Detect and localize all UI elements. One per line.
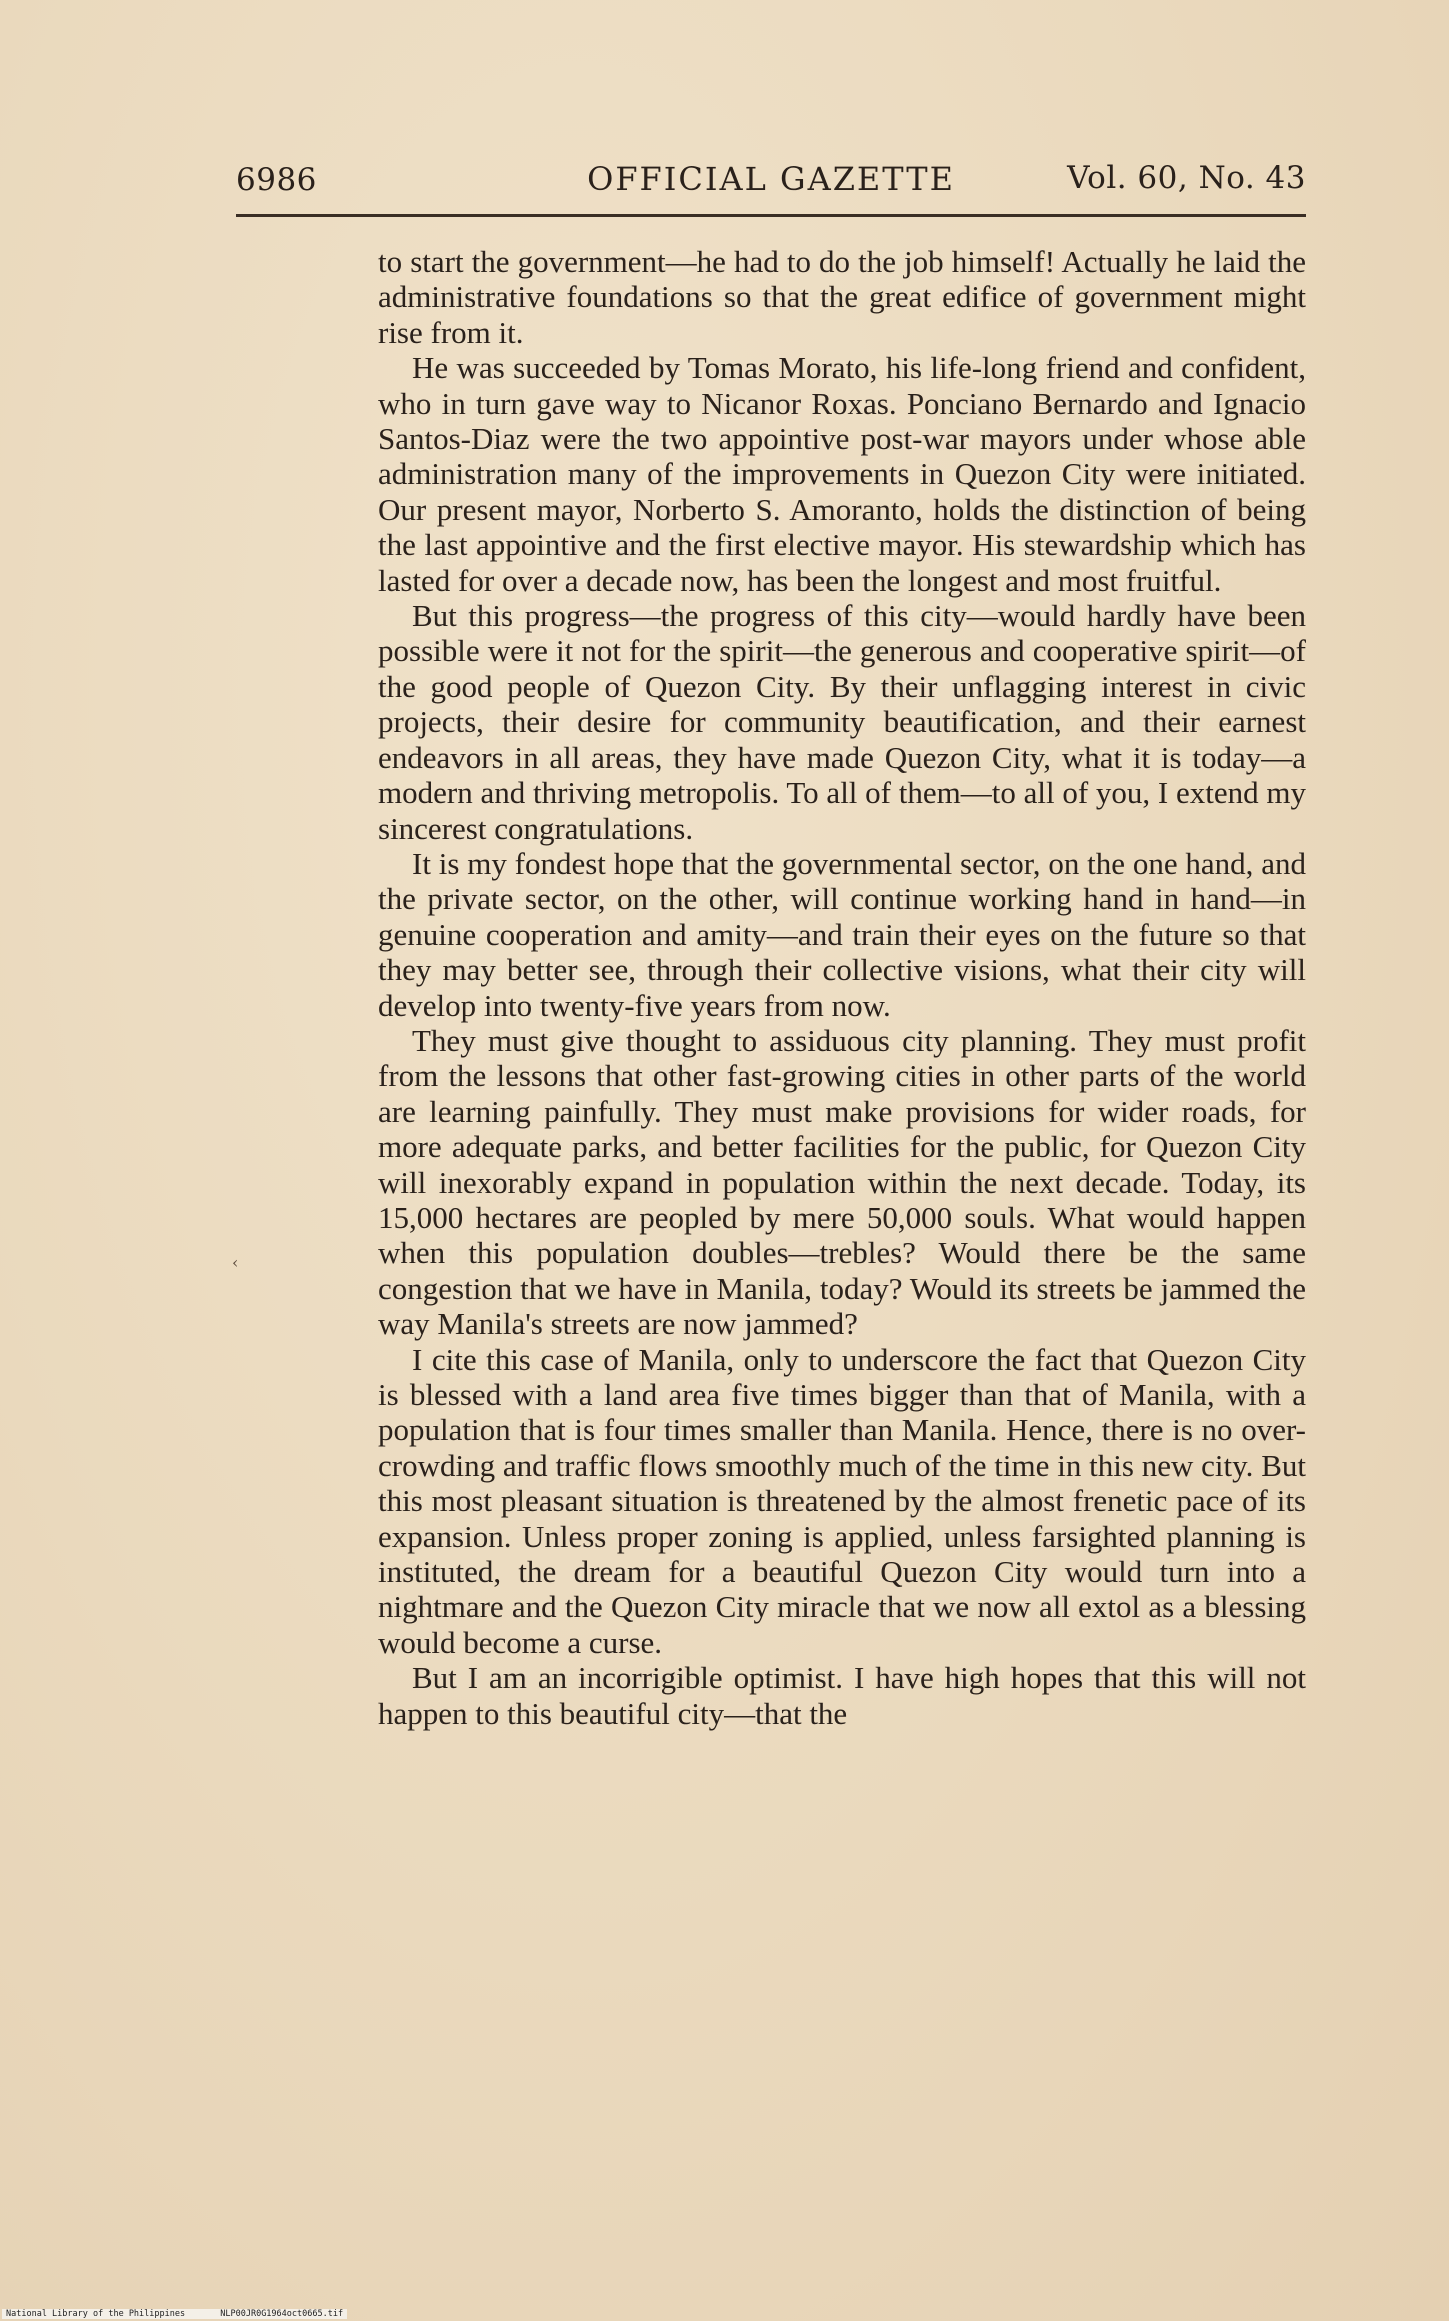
paragraph-hope: It is my fondest hope that the governmental sector, on the one hand, and the private sector, on the other, will continue working hand in hand—in genuine cooperation and amity—and train their eyes on the future so that they may better see, through their collective visions, what their city will develop into twenty-five years from now.: [378, 845, 1306, 1023]
page-header: [236, 156, 1306, 204]
paragraph-continued: to start the government—he had to do the job himself! Actually he laid the administrative foundations so that the great edifice of government might rise from it.: [378, 244, 1306, 350]
scan-filename: NLP00JR0G1964oct0665.tif: [220, 2309, 344, 2319]
scan-footer: [2, 2309, 347, 2319]
paragraph-manila: I cite this case of Manila, only to underscore the fact that Quezon City is blessed with a land area five times bigger than that of Manila, with a population that is four times smaller than Manila. Hence, there is no over-crowding and traffic flows smoothly much of the time in this new city. But this most pleasant situation is threatened by the almost frenetic pace of its expansion. Unless proper zoning is applied, unless farsighted planning is instituted, the dream for a beautiful Quezon City would turn into a nightmare and the Quezon City miracle that we now all extol as a blessing would become a curse.: [378, 1341, 1306, 1660]
paragraph-planning: They must give thought to assiduous city planning. They must profit from the lessons that other fast-growing cities in other parts of the world are learning painfully. They must make provisions for wider roads, for more adequate parks, and better facilities for the public, for Quezon City will inexorably expand in population within the next decade. Today, its 15,000 hectares are peopled by mere 50,000 souls. What would happen when this population doubles—trebles? Would there be the same congestion that we have in Manila, today? Would its streets be jammed the way Manila's streets are now jammed?: [378, 1022, 1306, 1342]
margin-mark: ‹: [232, 1253, 239, 1272]
paragraph-progress: But this progress—the progress of this city—would hardly have been possible were it not for the spirit—the generous and cooperative spirit—of the good people of Quezon City. By their unflagging interest in civic projects, their desire for community beautification, and their earnest endeavors in all areas, they have made Quezon City, what it is today—a modern and thriving metropolis. To all of them—to all of you, I extend my sincerest congratulations.: [378, 598, 1306, 846]
page-number: 6986: [236, 162, 317, 198]
publication-title: OFFICIAL GAZETTE: [587, 160, 955, 198]
article-body: [378, 244, 1306, 1731]
header-divider: [236, 214, 1306, 217]
library-credit: National Library of the Philippines: [6, 2309, 186, 2319]
volume-number: Vol. 60, No. 43: [1067, 160, 1306, 196]
paragraph-optimist: But I am an incorrigible optimist. I have high hopes that this will not happen to this beautiful city—that the: [378, 1660, 1306, 1731]
paragraph-mayors: He was succeeded by Tomas Morato, his life-long friend and confident, who in turn gave way to Nicanor Roxas. Ponciano Bernardo and Ignacio Santos-Diaz were the two appointive post-war mayors under whose able administration many of the improvements in Quezon City were initiated. Our present mayor, Norberto S. Amoranto, holds the distinction of being the last appointive and the first elective mayor. His stewardship which has lasted for over a decade now, has been the longest and most fruitful.: [378, 350, 1306, 598]
